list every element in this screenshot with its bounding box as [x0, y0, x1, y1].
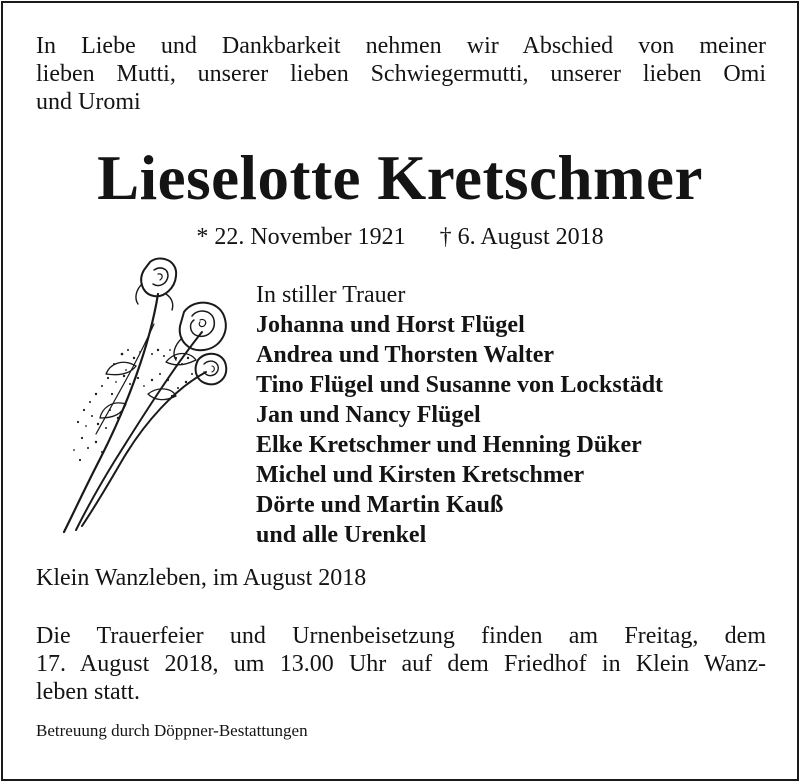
mourners-heading: In stiller Trauer [256, 282, 406, 308]
mourner-name: Johanna und Horst Flügel [256, 312, 525, 338]
birth-date: * 22. November 1921 [196, 224, 406, 250]
intro-line: lieben Mutti, unserer lieben Schwiegermutti, unserer lieben Omi [36, 61, 766, 87]
mourner-name: Jan und Nancy Flügel [256, 402, 481, 428]
ceremony-text [36, 622, 766, 706]
roses-icon [26, 254, 246, 536]
life-dates [0, 222, 800, 252]
mourner-name: Michel und Kirsten Kretschmer [256, 462, 585, 488]
place-and-date: Klein Wanzleben, im August 2018 [36, 565, 367, 591]
ceremony-line: Die Trauerfeier und Urnenbeisetzung finden am Freitag, dem [36, 623, 766, 649]
intro-text [36, 32, 766, 116]
intro-line: In Liebe und Dankbarkeit nehmen wir Abschied von meiner [36, 33, 766, 59]
mourner-name: Andrea und Thorsten Walter [256, 342, 555, 368]
mourner-name: Dörte und Martin Kauß [256, 492, 504, 518]
mourners-block [256, 280, 776, 550]
intro-line: und Uromi [36, 89, 141, 115]
mourners-list [256, 310, 776, 550]
mourner-name: Tino Flügel und Susanne von Lockstädt [256, 372, 664, 398]
mourner-name: und alle Urenkel [256, 522, 427, 548]
deceased-name: Lieselotte Kretschmer [97, 143, 703, 213]
ceremony-line: 17. August 2018, um 13.00 Uhr auf dem Friedhof in Klein Wanz- [36, 651, 766, 677]
undertaker-credit: Betreuung durch Döppner-Bestattungen [36, 721, 308, 740]
ceremony-line: leben statt. [36, 679, 140, 705]
death-date: † 6. August 2018 [439, 224, 604, 250]
mourner-name: Elke Kretschmer und Henning Düker [256, 432, 642, 458]
